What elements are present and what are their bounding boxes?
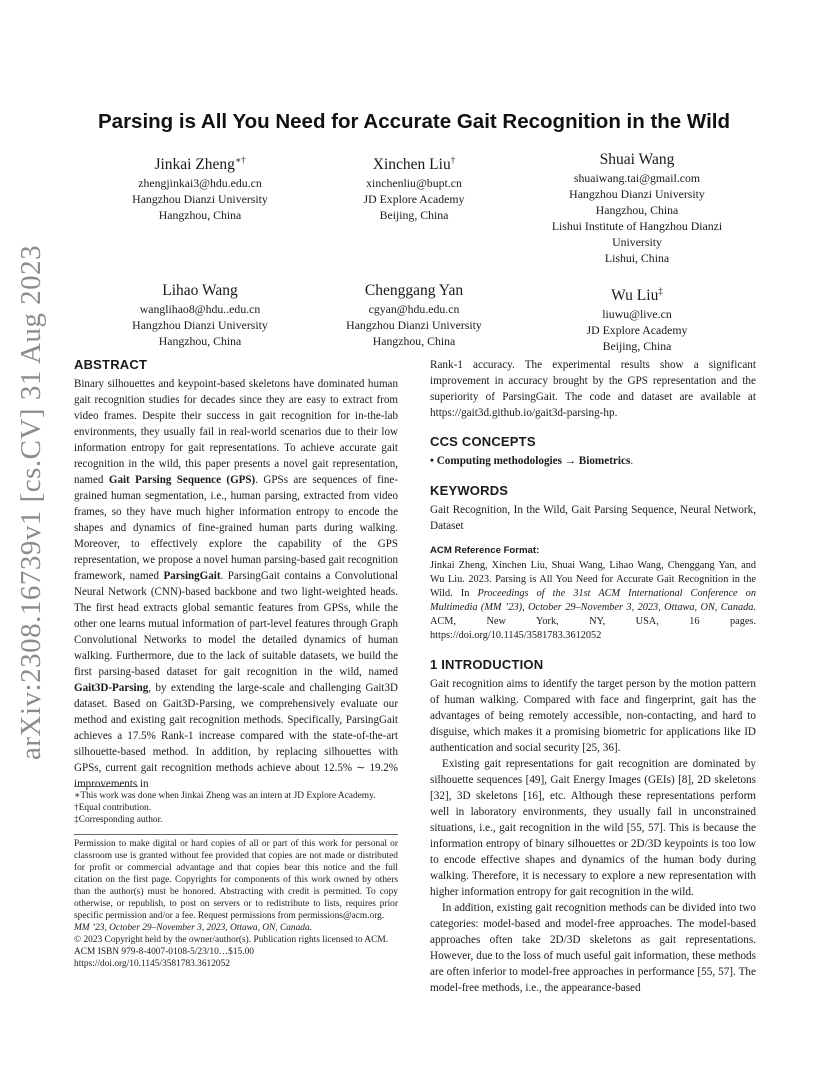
- right-column: [430, 357, 756, 996]
- author-mark: †: [450, 155, 456, 165]
- conference-line: MM ’23, October 29–November 3, 2023, Ottawa, ON, Canada.: [74, 923, 313, 933]
- author-location-2: Lishui, China: [604, 251, 670, 265]
- author-location: Hangzhou, China: [595, 203, 679, 217]
- author-affiliation: JD Explore Academy: [363, 192, 465, 207]
- ccs-heading: CCS CONCEPTS: [430, 434, 536, 449]
- copyright-line: © 2023 Copyright held by the owner/author(s). Publication rights licensed to ACM.: [74, 935, 389, 945]
- author-affiliation-2: Lishui Institute of Hangzhou Dianzi: [551, 219, 723, 233]
- author-block-6: [522, 281, 752, 354]
- author-email: shuaiwang.tai@gmail.com: [573, 171, 701, 185]
- author-affiliation: Hangzhou Dianzi University: [132, 192, 268, 207]
- paper-title: Parsing is All You Need for Accurate Gait Recognition in the Wild: [98, 110, 730, 133]
- footnote-rule: [74, 786, 138, 787]
- author-email: liuwu@live.cn: [602, 307, 672, 322]
- abstract-text: Binary silhouettes and keypoint-based skeletons have dominated human gait recognition studies for decades since they are easy to extract from video frames. Despite their success in gait recognition for in-the-lab environments, they usually fail in real-world scenarios due to their low information entropy for gait representations. To achieve accurate gait recognition in the wild, this paper presents a novel gait representation, named Gait Parsing Sequence (GPS). GPSs are sequences of fine-grained human segmentation, i.e., human parsing, extracted from video frames, so they have much higher information entropy to encode the shapes and dynamics of fine-grained human parts during walking. Moreover, to effectively explore the capability of the GPS representation, we propose a novel human parsing-based gait recognition framework, named ParsingGait. ParsingGait contains a Convolutional Neural Network (CNN)-based backbone and two light-weighted heads. The first head extracts global semantic features from GPSs, while the other one learns mutual information of part-level features through Graph Convolutional Networks to model the detailed dynamics of human walking. Furthermore, due to the lack of suitable datasets, we build the first parsing-based dataset for gait recognition in the wild, named Gait3D-Parsing, by extending the large-scale and challenging Gait3D dataset. Based on Gait3D-Parsing, we comprehensively evaluate our method and existing gait recognition methods. Specifically, ParsingGait achieves a 17.5% Rank-1 increase compared with the state-of-the-art silhouette-based method. In addition, by replacing silhouettes with GPSs, current gait recognition methods achieve about 12.5% ∼ 19.2% improvements in: [74, 378, 398, 790]
- permission-rule: [74, 834, 398, 835]
- author-email: wanglihao8@hdu..edu.cn: [139, 302, 261, 316]
- doi-line: https://doi.org/10.1145/3581783.3612052: [74, 959, 230, 969]
- arxiv-stamp: arXiv:2308.16739v1 [cs.CV] 31 Aug 2023: [15, 244, 47, 760]
- author-location: Beijing, China: [602, 339, 672, 354]
- ccs-text: • Computing methodologies → Biometrics.: [430, 455, 634, 467]
- author-block-1: [90, 150, 310, 223]
- abstract-heading: ABSTRACT: [74, 357, 148, 372]
- author-block-3: [522, 150, 752, 266]
- author-mark: ‡: [658, 286, 663, 296]
- author-email: cgyan@hdu.edu.cn: [368, 302, 460, 316]
- author-block-5: [304, 281, 524, 349]
- left-column: [74, 357, 398, 792]
- intro-paragraph-2: Existing gait representations for gait recognition are dominated by silhouette sequences [49], Gait Energy Images (GEIs) [8], 2D skeletons [32], 3D skeletons [16], etc. Although these representations perform well in laboratory environments, they usually fail in unconstrained situations, i.e., gait recognition in the wild [55, 57]. This is because the information entropy of binary silhouettes or 2D/3D keypoints is too low to encode effective shapes and dynamics of the human body during walking. Therefore, it is necessary to explore a new representation with higher information entropy for gait recognition in the wild.: [430, 758, 756, 898]
- author-name: Xinchen Liu: [372, 156, 451, 174]
- author-name: Lihao Wang: [162, 282, 238, 299]
- permission-text: Permission to make digital or hard copies of all or part of this work for personal or classroom use is granted without fee provided that copies are not made or distributed for profit or commercial advantage and that copies bear this notice and the full citation on the first page. Copyrights for components of this work owned by others than the author(s) must be honored. Abstracting with credit is permitted. To copy otherwise, or republish, to post on servers or to redistribute to lists, requires prior specific permission and/or a fee. Request permissions from permissions@acm.org.: [74, 839, 398, 921]
- keywords-heading: KEYWORDS: [430, 483, 509, 498]
- author-name: Shuai Wang: [599, 151, 675, 168]
- author-affiliation: Hangzhou Dianzi University: [346, 318, 482, 332]
- author-affiliation: JD Explore Academy: [586, 323, 688, 338]
- author-block-2: [304, 150, 524, 223]
- ref-format-heading: ACM Reference Format:: [430, 545, 540, 556]
- author-block-4: [90, 281, 310, 349]
- keywords-text: Gait Recognition, In the Wild, Gait Parsing Sequence, Neural Network, Dataset: [430, 504, 756, 532]
- footnote-2: †Equal contribution.: [74, 803, 152, 813]
- author-location: Beijing, China: [379, 208, 449, 223]
- author-affiliation-2-cont: University: [612, 235, 662, 249]
- footnote-3: ‡Corresponding author.: [74, 815, 163, 825]
- author-mark: ∗†: [234, 155, 246, 165]
- intro-paragraph-1: Gait recognition aims to identify the target person by the motion pattern of human walking. Compared with face and fingerprint, gait has the advantages of being remotely accessible, non-contacting, and hard to disguise, which makes it a promising biometric for applications like ID authentication and social security [25, 36].: [430, 678, 756, 754]
- author-affiliation: Hangzhou Dianzi University: [569, 187, 705, 201]
- footnotes: [74, 790, 398, 826]
- author-location: Hangzhou, China: [372, 334, 456, 348]
- author-name: Jinkai Zheng: [154, 156, 235, 174]
- author-location: Hangzhou, China: [158, 208, 242, 223]
- intro-paragraph-3: In addition, existing gait recognition methods can be divided into two categories: model-based and model-free approaches. The model-based approaches often take 2D/3D skeletons as gait representations. However, due to the loss of much useful gait information, these methods are often inferior to model-free approaches in performance [55, 57]. The model-free methods, i.e., the appearance-based: [430, 902, 756, 994]
- isbn-line: ACM ISBN 979-8-4007-0108-5/23/10…$15.00: [74, 947, 254, 957]
- intro-heading: 1 INTRODUCTION: [430, 657, 544, 672]
- author-email: xinchenliu@bupt.cn: [366, 176, 462, 191]
- permission-block: [74, 838, 398, 970]
- ref-format-text: Jinkai Zheng, Xinchen Liu, Shuai Wang, Lihao Wang, Chenggang Yan, and Wu Liu. 2023. Parsing is All You Need for Accurate Gait Recognition in the Wild. In Proceedings of the 31st ACM International Conference on Multimedia (MM ’23), October 29–November 3, 2023, Ottawa, ON, Canada. ACM, New York, NY, USA, 16 pages. https://doi.org/10.1145/3581783.3612052: [430, 560, 756, 641]
- author-affiliation: Hangzhou Dianzi University: [132, 318, 268, 332]
- author-name: Wu Liu: [611, 287, 659, 305]
- abstract-continued: Rank-1 accuracy. The experimental results show a significant improvement in accuracy brought by the GPS representation and the superiority of ParsingGait. The code and dataset are available at https://gait3d.github.io/gait3d-parsing-hp.: [430, 359, 756, 419]
- author-location: Hangzhou, China: [158, 334, 242, 348]
- author-email: zhengjinkai3@hdu.edu.cn: [138, 176, 262, 191]
- author-name: Chenggang Yan: [364, 282, 464, 299]
- footnote-1: ∗This work was done when Jinkai Zheng was an intern at JD Explore Academy.: [74, 791, 376, 801]
